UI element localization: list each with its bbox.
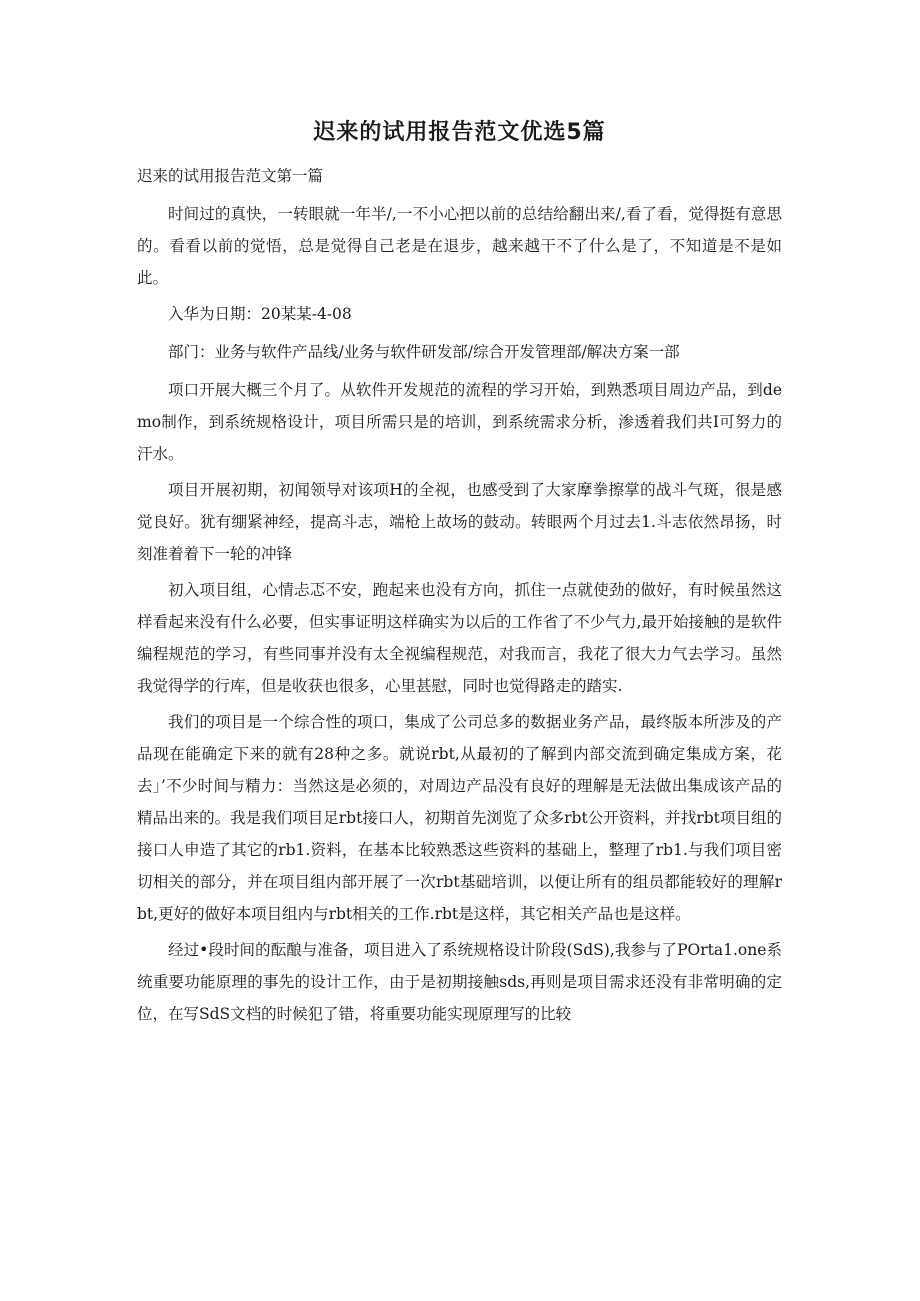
paragraph-project-overview: 我们的项目是一个综合性的项口，集成了公司总多的数据业务产品，最终版本所涉及的产品现在能确定下来的就有28种之多。就说rbt,从最初的了解到内部交流到确定集成方案，花去」’不少时间与精力：当然这是必须的，对周边产品没有良好的理解是无法做出集成该产品的精品出来的。我是我们项目足rbt接口人，初期首先浏览了众多rbt公开资料，并找rbt项目组的接口人申造了其它的rb1.资料，在基本比较熟悉这些资料的基础上，整理了rb1.与我们项目密切相关的部分，并在项目组内部开展了一次rbt基础培训，以便让所有的组员都能较好的理解rbt,更好的做好本项目组内与rbt相关的工作.rbt是这样，其它相关产品也是这样。 (137, 713, 782, 923)
paragraph-joining-team: 初入项目组，心情忐忑不安，跑起来也没有方向，抓住一点就使劲的做好，有时候虽然这样看起来没有什么必要，但实事证明这样确实为以后的工作省了不少气力,最开始接触的是软件编程规范的学习，有些同事并没有太全视编程规范，对我而言，我花了很大力气去学习。虽然我觉得学的行库，但是收获也很多，心里甚慰，同时也觉得路走的踏实. (137, 581, 782, 695)
paragraph-department: 部门：业务与软件产品线/业务与软件研发部/综合开发管理部/解决方案一部 (168, 343, 680, 361)
paragraph-project-start: 项目开展初期，初闻领导对该项H的全视，也感受到了大家摩拳擦掌的战斗气斑，很是感觉良好。犹有绷紧神经，提高斗志，端枪上故场的鼓动。转眼两个月过去1.斗志依然昂扬，时刻准着着下一轮的冲锋 (137, 481, 782, 563)
paragraph-intro: 时间过的真快，一转眼就一年半/,一不小心把以前的总结给翻出来/,看了看，觉得挺有意思的。看看以前的觉悟，总是觉得自己老是在退步，越来越干不了什么是了，不知道是不是如此。 (137, 205, 782, 287)
document-title: 迟来的试用报告范文优选5篇 (313, 120, 606, 145)
paragraph-sds-phase: 经过•段时间的酝酿与准备，项目进入了系统规格设计阶段(SdS),我参与了POrta1.one系统重要功能原理的事先的设计工作，由于是初期接触sds,再则是项目需求还没有非常明确的定位，在写SdS文档的时候犯了错，将重要功能实现原理写的比较 (137, 941, 782, 1023)
document-page (137, 118, 782, 1034)
paragraph-project-progress: 项口开展大概三个月了。从软件开发规范的流程的学习开始，到熟悉项目周边产品，到demo制作，到系统规格设计，项目所需只是的培训，到系统需求分析，渗透着我们共I可努力的汗水。 (137, 381, 782, 463)
section-heading: 迟来的试用报告范文第一篇 (137, 167, 324, 185)
paragraph-join-date: 入华为日期：20某某-4-08 (168, 305, 352, 323)
